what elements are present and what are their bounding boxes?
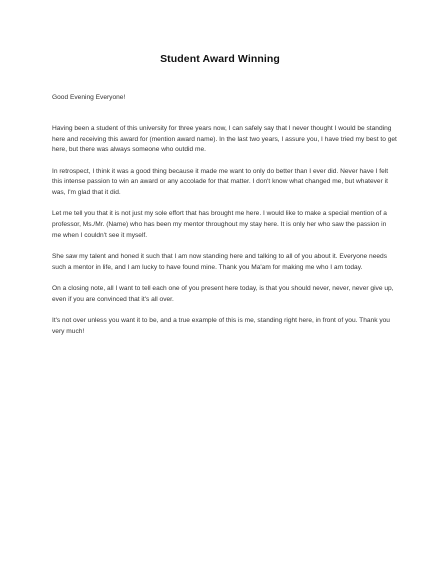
paragraph-3: Let me tell you that it is not just my sole effort that has brought me here. I would like to make a special mention of a professor, Ms./Mr. (Name) who has been my mentor throughout my stay here. It is only her who saw the passion in me when I couldn't see it myself. [52,210,387,239]
paragraph-1: Having been a student of this university for three years now, I can safely say that I never thought I would be standing here and receiving this award for (mention award name). In the last two years, I assure you, I have tried my best to get here, but there was always someone who outdid me. [52,124,397,154]
paragraph-6: It's not over unless you want it to be, and a true example of this is me, standing right here, in front of you. Thank you very much! [52,317,390,335]
greeting: Good Evening Everyone! [52,94,126,101]
paragraph-4: She saw my talent and honed it such that I am now standing here and talking to all of you about it. Everyone needs such a mentor in life, and I am lucky to have found mine. Thank you Ma'am for making me who I am today. [52,253,388,271]
paragraph-2: In retrospect, I think it was a good thing because it made me want to only do better than I ever did. Never have I felt this intense passion to win an award or any accolade for that matter. I don't know what changed me, but whatever it was, I'm glad that it did. [52,167,389,197]
document-title: Student Award Winning [160,53,280,65]
document-body [52,93,397,348]
paragraph-5: On a closing note, all I want to tell each one of you present here today, is that you should never, never, never give up, even if you are convinced that it's all over. [52,285,394,303]
